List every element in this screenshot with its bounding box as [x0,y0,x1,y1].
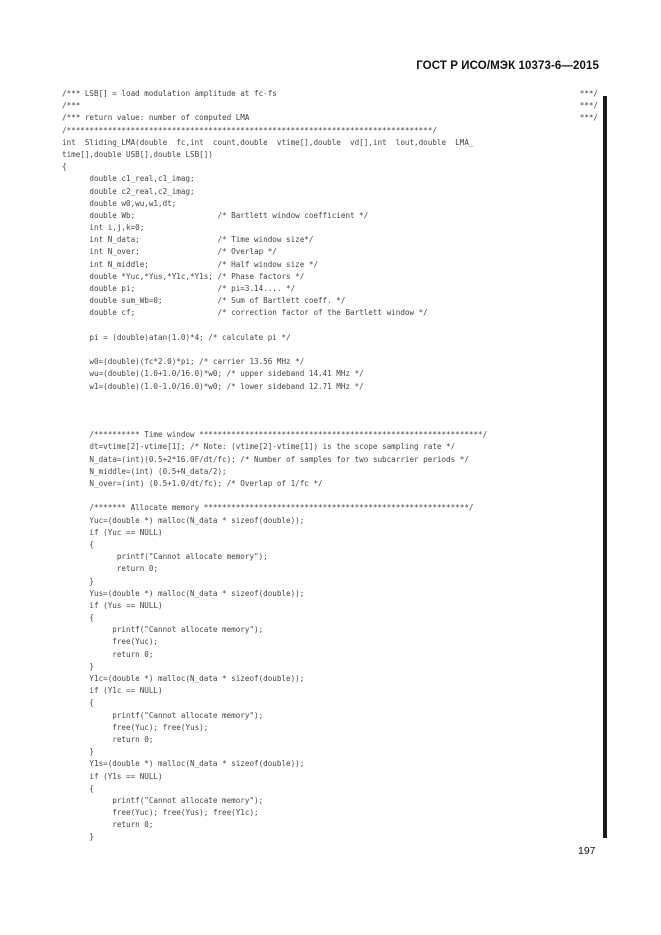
code-text: w1=(double)(1.0-1.0/16.0)*w0; /* lower sideband 12.71 MHz */ [62,381,364,391]
comment-close: ***/ [579,101,598,111]
code-text: /*** [62,101,81,111]
code-line [62,320,602,332]
code-line [62,819,602,831]
code-text: { [62,539,95,549]
code-line [62,271,602,283]
code-text: int N_data; /* Time window size*/ [62,235,314,245]
code-line [62,551,602,563]
code-text: int N_over; /* Overlap */ [62,247,277,257]
code-line [62,112,602,124]
code-text: N_over=(int) (0.5+1.0/dt/fc); /* Overlap of 1/fc */ [62,479,323,488]
comment-close: ***/ [579,89,598,98]
code-line [62,454,602,466]
code-text: /********************************************************************************/ [62,125,437,135]
code-text: double Wb; /* Bartlett window coefficient */ [62,210,369,220]
code-line [62,441,602,453]
code-text: } [62,576,95,586]
code-text: } [62,747,95,757]
code-text: printf("Cannot allocate memory"); [62,795,264,805]
page-number: 197 [578,845,596,857]
code-line [62,295,602,307]
code-text: free(Yuc); free(Yus); free(Y1c); [62,808,259,818]
code-text: return 0; [62,820,154,830]
code-line [62,246,602,258]
code-text: N_middle=(int) (0.5+N_data/2); [62,466,227,476]
code-text: { [62,162,67,172]
code-line [62,734,602,746]
code-line [62,332,602,344]
code-line [62,746,602,758]
code-text: Yus=(double *) malloc(N_data * sizeof(double)); [62,588,305,598]
code-text: { [62,613,95,623]
code-text: if (Yuc == NULL) [62,527,163,537]
code-line [62,576,602,588]
code-line [62,161,602,173]
code-text: if (Y1s == NULL) [62,771,163,781]
code-line [62,368,602,380]
code-line [62,697,602,709]
code-text: printf("Cannot allocate memory"); [62,625,264,635]
code-text: } [62,661,95,671]
code-text: double *Yuc,*Yus,*Y1c,*Y1s; /* Phase factors */ [62,271,305,281]
code-text: } [62,832,95,842]
code-line [62,356,602,368]
code-text: int i,j,k=0; [62,223,145,233]
code-line [62,100,602,112]
code-text: double c2_real,c2_imag; [62,186,195,196]
standard-designation: ГОСТ Р ИСО/МЭК 10373-6—2015 [416,60,599,72]
code-line [62,612,602,624]
code-text: Y1s=(double *) malloc(N_data * sizeof(double)); [62,759,305,769]
code-line [62,636,602,648]
code-line [62,149,602,161]
code-line [62,429,602,441]
code-text: int Sliding_LMA(double fc,int count,double vtime[],double vd[],int lout,double LMA_ [62,137,474,147]
code-line [62,137,602,149]
code-line [62,588,602,600]
code-text: double cf; /* correction factor of the Bartlett window */ [62,308,428,318]
code-line [62,344,602,356]
code-line [62,783,602,795]
code-line [62,661,602,673]
code-line [62,722,602,734]
code-line [62,234,602,246]
code-text: { [62,783,95,793]
code-text: double c1_real,c1_imag; [62,174,195,184]
code-line [62,758,602,770]
code-text: /*** return value: number of computed LMA [62,113,250,123]
code-line [62,710,602,722]
code-line [62,259,602,271]
code-text: if (Y1c == NULL) [62,686,163,696]
code-text: free(Yuc); [62,637,159,647]
code-text: if (Yus == NULL) [62,600,163,610]
code-line [62,490,602,502]
code-line [62,88,602,100]
code-text: int N_middle; /* Half window size */ [62,259,319,269]
code-line [62,831,602,843]
code-text: printf("Cannot allocate memory"); [62,552,268,562]
code-text: time[],double USB[],double LSB[]) [62,149,213,159]
code-text: wu=(double)(1.0+1.0/16.0)*w0; /* upper sideband 14.41 MHz */ [62,369,364,379]
code-line [62,563,602,575]
code-line [62,405,602,417]
code-text: return 0; [62,649,154,659]
code-line [62,466,602,478]
code-line [62,198,602,210]
code-line [62,186,602,198]
code-line [62,649,602,661]
code-text: printf("Cannot allocate memory"); [62,710,264,720]
code-line [62,417,602,429]
code-line [62,527,602,539]
code-line [62,173,602,185]
code-line [62,807,602,819]
code-listing [62,88,602,844]
code-line [62,539,602,551]
code-line [62,502,602,514]
code-text: pi = (double)atan(1.0)*4; /* calculate pi */ [62,332,291,342]
code-text: { [62,698,95,708]
code-line [62,307,602,319]
code-text: dt=vtime[2]-vtime[1]; /* Note: (vtime[2]-vtime[1]) is the scope sampling rate */ [62,442,456,452]
code-text: /*** LSB[] = load modulation amplitude at fc-fs [62,89,277,98]
code-text: double w0,wu,w1,dt; [62,198,177,208]
code-text: double sum_Wb=0; /* Sum of Bartlett coeff. */ [62,296,346,306]
code-line [62,222,602,234]
code-line [62,125,602,137]
code-line [62,478,602,490]
code-line [62,600,602,612]
code-text: free(Yuc); free(Yus); [62,722,209,732]
code-line [62,515,602,527]
code-text: w0=(double)(fc*2.0)*pi; /* carrier 13.56 MHz */ [62,357,305,367]
comment-close: ***/ [579,113,598,123]
code-text: double pi; /* pi=3.14.... */ [62,284,296,293]
code-line [62,685,602,697]
code-line [62,210,602,222]
margin-change-bar [603,96,607,838]
code-line [62,393,602,405]
code-text: /******* Allocate memory **********************************************************/ [62,503,474,513]
code-text: Yuc=(double *) malloc(N_data * sizeof(double)); [62,515,305,525]
code-line [62,381,602,393]
code-line [62,673,602,685]
code-line [62,283,602,295]
code-text: return 0; [62,564,159,574]
code-text: N_data=(int)(0.5+2*16.0F/dt/fc); /* Number of samples for two subcarrier periods */ [62,454,469,464]
code-text: return 0; [62,734,154,744]
code-line [62,624,602,636]
code-text: Y1c=(double *) malloc(N_data * sizeof(double)); [62,674,305,683]
code-text: /********** Time window **************************************************************/ [62,430,488,440]
code-line [62,771,602,783]
code-line [62,795,602,807]
